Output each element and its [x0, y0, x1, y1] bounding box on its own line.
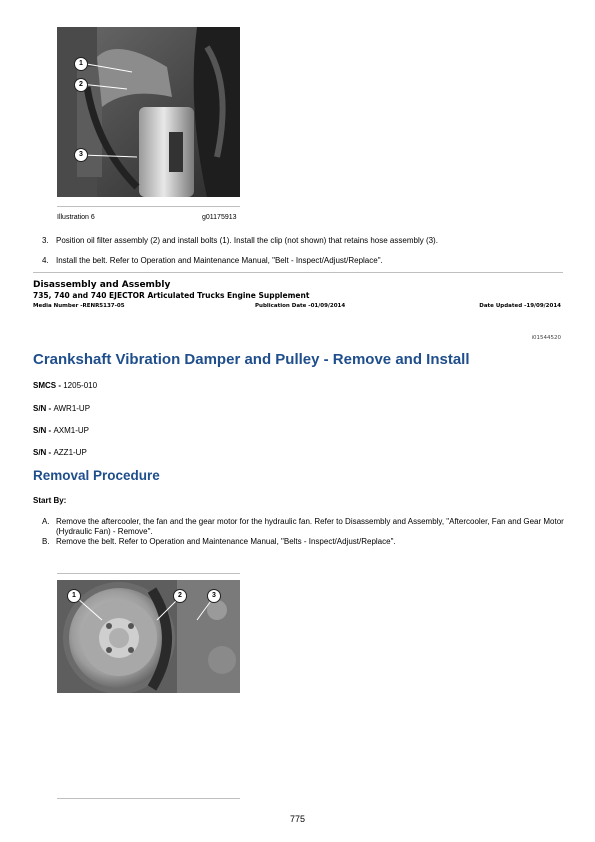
- start-by-label: Start By:: [33, 496, 67, 505]
- page-number: 775: [289, 814, 306, 824]
- illustration-caption-code: g01175913: [202, 214, 237, 221]
- callout-3: 3: [207, 589, 221, 603]
- spec-label: SMCS -: [33, 381, 64, 390]
- spec-value: AWR1-UP: [53, 404, 91, 413]
- illustration-bottom-rule: [57, 798, 240, 799]
- callout-1: 1: [74, 57, 88, 71]
- spec-value: 1205-010: [63, 381, 98, 390]
- callout-2: 2: [74, 78, 88, 92]
- date-updated: Date Updated -19/09/2014: [479, 303, 561, 309]
- oil-filter-photo-art: [57, 27, 240, 197]
- item-letter: A.: [42, 517, 50, 526]
- caption-rule: [57, 206, 240, 207]
- illustration-top-rule: [57, 573, 240, 574]
- section-heading: Disassembly and Assembly: [33, 280, 171, 290]
- illustration-caption-label: Illustration 6: [57, 214, 95, 221]
- page-title: Crankshaft Vibration Damper and Pulley - Remove and Install: [33, 351, 470, 368]
- document-id: i01544520: [531, 335, 561, 341]
- step-number: 4.: [42, 256, 49, 265]
- spec-value: AXM1-UP: [53, 426, 90, 435]
- spec-label: S/N -: [33, 426, 54, 435]
- spec-label: S/N -: [33, 404, 54, 413]
- section-divider: [33, 272, 563, 273]
- removal-heading: Removal Procedure: [33, 468, 160, 483]
- item-letter: B.: [42, 537, 50, 546]
- spec-sn-2: [33, 426, 89, 435]
- item-text: Remove the belt. Refer to Operation and Maintenance Manual, "Belts - Inspect/Adjust/Replace".: [56, 537, 396, 546]
- step-text: Install the belt. Refer to Operation and Maintenance Manual, "Belt - Inspect/Adjust/Replace".: [56, 256, 383, 265]
- callout-3: 3: [74, 148, 88, 162]
- spec-smcs: [33, 381, 97, 390]
- damper-pulley-photo: [57, 580, 240, 693]
- step-text: Position oil filter assembly (2) and install bolts (1). Install the clip (not shown) that retains hose assembly (3).: [56, 236, 438, 245]
- media-number: Media Number -RENR5137-05: [33, 303, 125, 309]
- step-number: 3.: [42, 236, 49, 245]
- document-title: 735, 740 and 740 EJECTOR Articulated Trucks Engine Supplement: [33, 291, 310, 300]
- oil-filter-photo: [57, 27, 240, 197]
- spec-sn-3: [33, 448, 87, 457]
- publication-date: Publication Date -01/09/2014: [255, 303, 346, 309]
- item-text: Remove the aftercooler, the fan and the gear motor for the hydraulic fan. Refer to Disassembly and Assembly, "Aftercooler, Fan and Gear Motor (Hydraulic Fan) - Remove".: [56, 517, 564, 536]
- callout-1: 1: [67, 589, 81, 603]
- spec-sn-1: [33, 404, 90, 413]
- spec-label: S/N -: [33, 448, 54, 457]
- callout-2: 2: [173, 589, 187, 603]
- spec-value: AZZ1-UP: [53, 448, 87, 457]
